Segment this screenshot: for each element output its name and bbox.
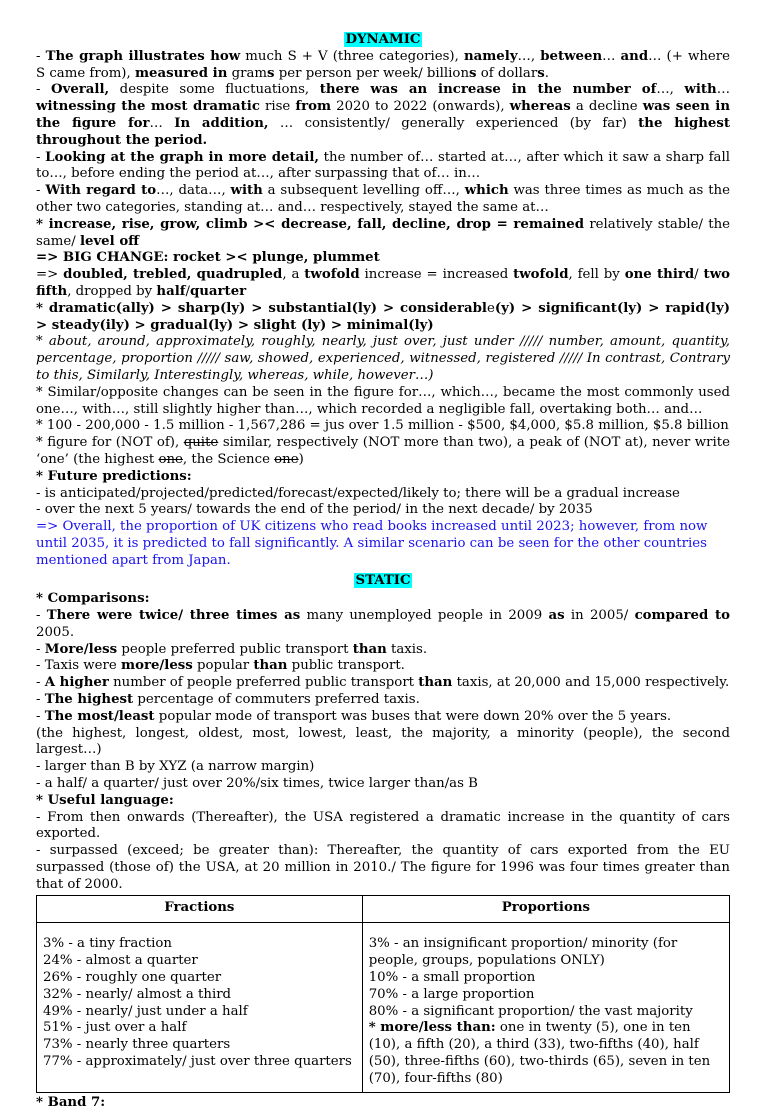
comparison-2: - More/less people preferred public transport than taxis. (36, 641, 428, 657)
numbers-line: * 100 - 200,000 - 1.5 million - 1,567,286 = jus over 1.5 million - $500, $4,000, $5.8 million, $5.8 billion (36, 418, 729, 434)
useful-line-1: - From then onwards (Thereafter), the USA registered a dramatic increase in the quantity of cars exported. (36, 809, 730, 842)
fractions-cell (37, 923, 363, 1092)
proportions-cell (362, 923, 729, 1092)
proportion-item: 80% - a significant proportion/ the vast majority (368, 1003, 693, 1019)
figure-for-line: * figure for (NOT of), quite similar, respectively (NOT more than two), a peak of (NOT at), never write ‘one’ (the highest one, the Science one) (36, 435, 730, 467)
dynamic-title: DYNAMIC (345, 32, 421, 47)
proportion-item: 70% - a large proportion (368, 986, 535, 1002)
future-line-1: - is anticipated/projected/predicted/forecast/expected/likely to; there will be a gradual increase (36, 485, 680, 501)
proportion-item: 3% - an insignificant proportion/ minority (for people, groups, populations ONLY) (368, 936, 678, 969)
dynamic-heading (36, 32, 730, 49)
comparison-5: - The highest percentage of commuters preferred taxis. (36, 692, 420, 708)
fraction-item: 73% - nearly three quarters (43, 1037, 231, 1053)
verbs-line: * increase, rise, grow, climb >< decrease, fall, decline, drop = remained relatively stable/ the same/ level off (36, 216, 730, 249)
comparison-4: - A higher number of people preferred public transport than taxis, at 20,000 and 15,000 respectively. (36, 675, 730, 691)
fraction-item: 49% - nearly/ just under a half (43, 1003, 248, 1019)
comparisons-title: * Comparisons: (36, 591, 150, 607)
fractions-proportions-table (36, 895, 730, 1093)
comparison-9: - a half/ a quarter/ just over 20%/six times, twice larger than/as B (36, 776, 478, 792)
fractions-header: Fractions (37, 895, 363, 923)
band-7-title: * Band 7: (36, 1094, 106, 1110)
proportion-item: 10% - a small proportion (368, 970, 536, 986)
fraction-item: 3% - a tiny fraction (43, 936, 172, 952)
comparison-3: - Taxis were more/less popular than public transport. (36, 658, 405, 674)
future-title: * Future predictions: (36, 468, 192, 484)
comparison-1: - There were twice/ three times as many unemployed people in 2009 as in 2005/ compared to 2005. (36, 608, 730, 640)
useful-line-2: - surpassed (exceed; be greater than): Thereafter, the quantity of cars exported from the EU surpassed (those of) the USA, at 20 million in 2010./ The figure for 1996 was four times greater than that of 2000. (36, 843, 730, 892)
static-title: STATIC (355, 572, 411, 588)
overall-example: => Overall, the proportion of UK citizens who read books increased until 2023; however, from now until 2035, it is predicted to fall significantly. A similar scenario can be seen for the other countries mentioned apart from Japan. (36, 519, 708, 568)
more-less-item: * more/less than: one in twenty (5), one in ten (10), a fifth (20), a third (33), two-fifths (40), half (50), three-fifths (60), two-thirds (65), seven in ten (70), four-fifths (80) (368, 1020, 711, 1086)
fraction-item: 26% - roughly one quarter (43, 970, 222, 986)
similar-changes-line: * Similar/opposite changes can be seen in the figure for…, which…, became the most commonly used one…, with…, still slightly higher than…, which recorded a negligible fall, overtaking both… and… (36, 384, 730, 417)
comparison-8: - larger than B by XYZ (a narrow margin) (36, 759, 315, 775)
table-body-row (37, 923, 730, 1092)
fraction-item: 24% - almost a quarter (43, 953, 198, 969)
big-change-line: => BIG CHANGE: rocket >< plunge, plummet (36, 250, 380, 266)
comparison-6: - The most/least popular mode of transport was buses that were down 20% over the 5 years. (36, 708, 672, 724)
table-header-row (37, 895, 730, 923)
comparison-7: (the highest, longest, oldest, most, lowest, least, the majority, a minority (people), the second largest…) (36, 725, 730, 758)
useful-title: * Useful language: (36, 792, 174, 808)
adverbs-line: * dramatic(ally) > sharp(ly) > substantial(ly) > considerable(y) > significant(ly) > rapid(ly) > steady(ily) > gradual(ly) > slight (ly) > minimal(ly) (36, 300, 730, 333)
graph-illustrates-line: - The graph illustrates how much S + V (three categories), namely…, between… and… (+ where S came from), measured in grams per person per week/ billions of dollars. (36, 48, 730, 81)
future-line-2: - over the next 5 years/ towards the end of the period/ in the next decade/ by 2035 (36, 502, 593, 518)
fraction-item: 51% - just over a half (43, 1020, 187, 1036)
fraction-item: 77% - approximately/ just over three quarters (43, 1054, 352, 1070)
regard-line: - With regard to…, data…, with a subsequent levelling off…, which was three times as much as the other two categories, standing at… and… respectively, stayed the same at… (36, 183, 730, 215)
fraction-item: 32% - nearly/ almost a third (43, 986, 232, 1002)
italic-words-line: * about, around, approximately, roughly, nearly, just over, just under ///// number, amount, quantity, percentage, proportion ///// saw, showed, experienced, witnessed, registered ///// In contrast, Contrary to this, Similarly, Interestingly, whereas, while, however…) (36, 334, 730, 383)
static-heading (36, 573, 730, 590)
detail-line: - Looking at the graph in more detail, the number of… started at…, after which it saw a sharp fall to…, before ending the period at…, after surpassing that of… in… (36, 149, 730, 182)
doubled-line: => doubled, trebled, quadrupled, a twofold increase = increased twofold, fell by one third/ two fifth, dropped by half/quarter (36, 267, 731, 299)
overall-line: - Overall, despite some fluctuations, there was an increase in the number of…, with… witnessing the most dramatic rise from 2020 to 2022 (onwards), whereas a decline was seen in the figure for… In addition, … consistently/ generally experienced (by far) the highest throughout the period. (36, 82, 731, 148)
proportions-header: Proportions (362, 895, 729, 923)
